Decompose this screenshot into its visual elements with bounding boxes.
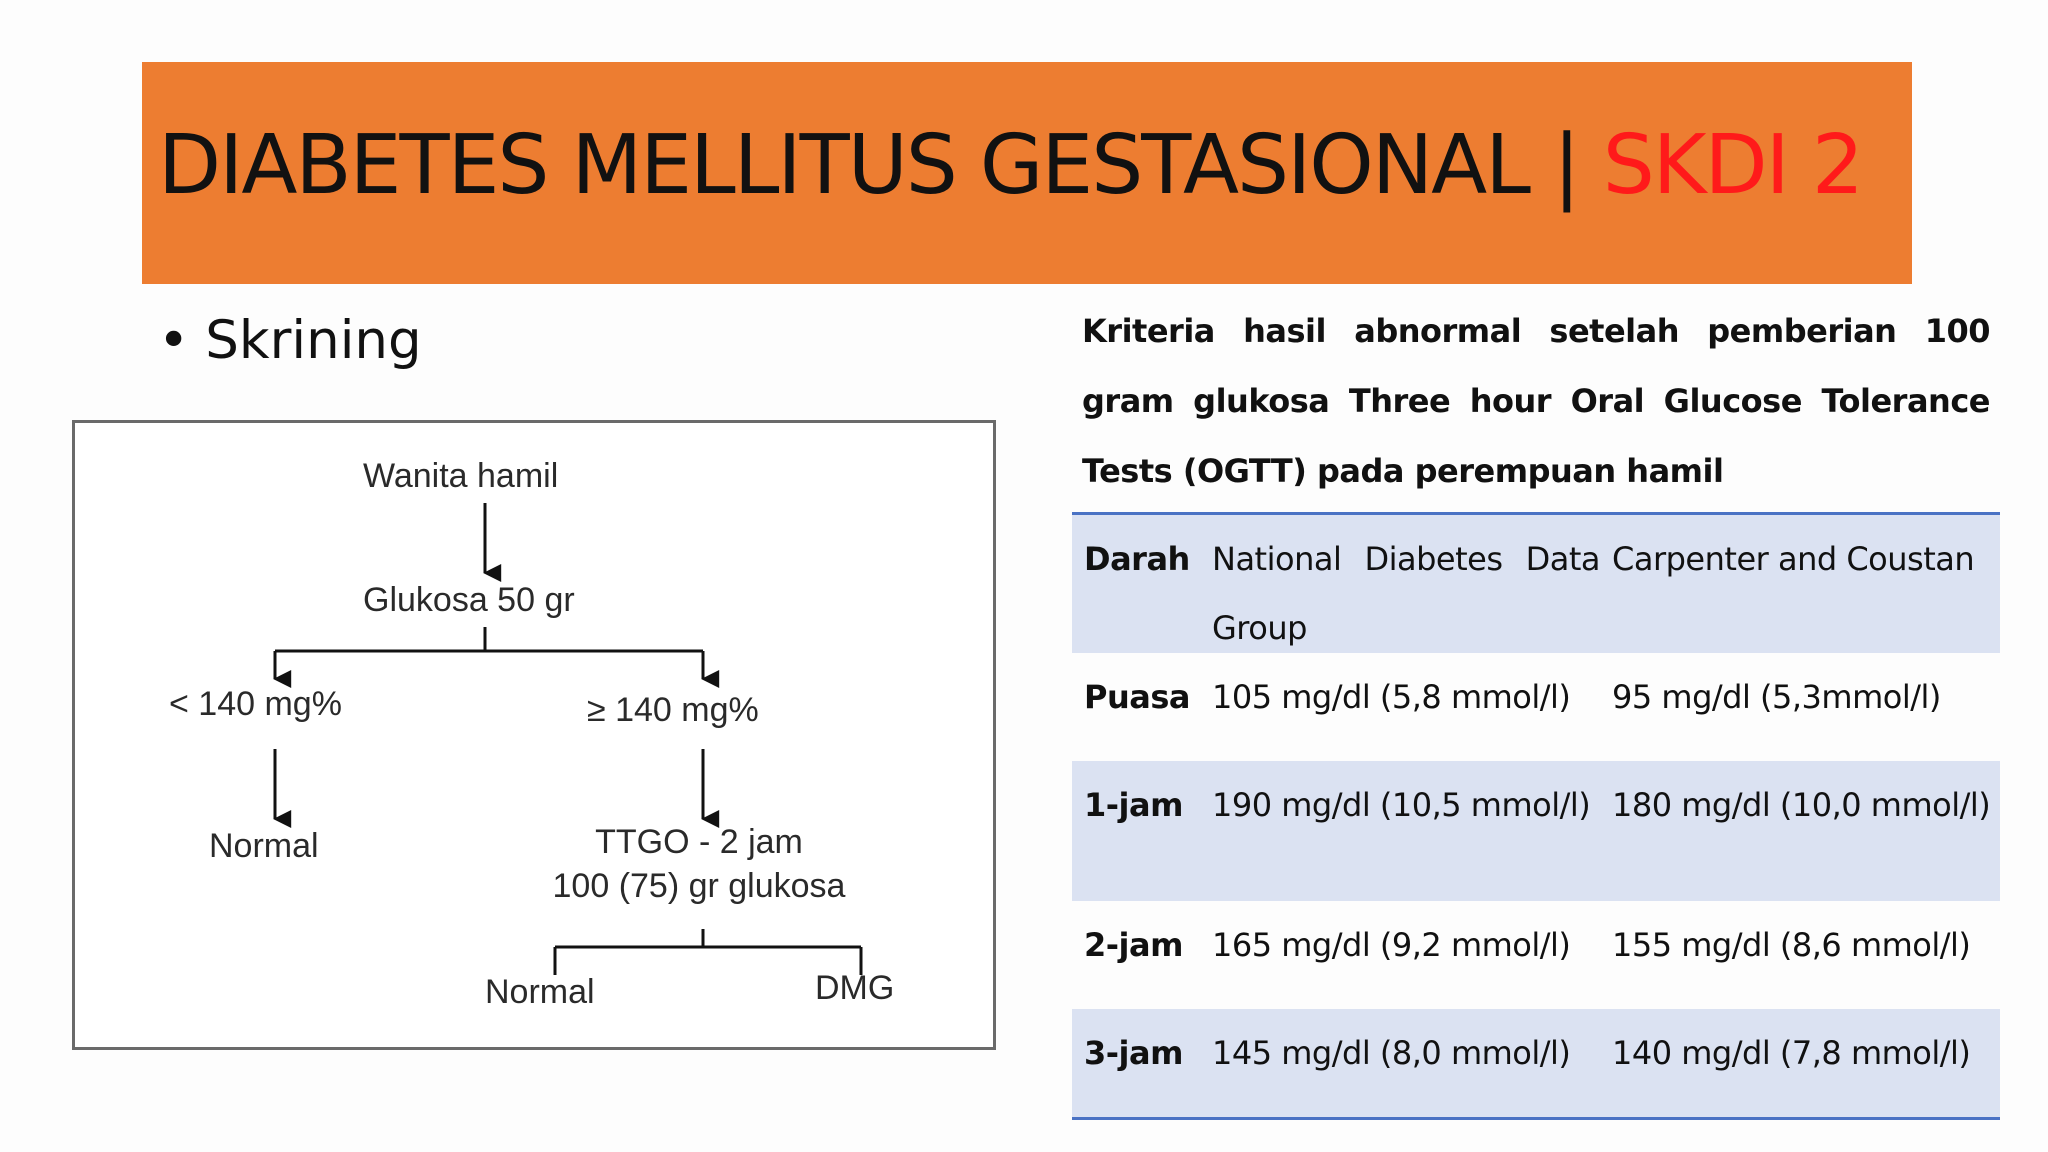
row-label: 1-jam <box>1084 786 1183 824</box>
node-above-140: ≥ 140 mg% <box>587 691 759 729</box>
header-carpenter-coustan: Carpenter and Coustan <box>1612 540 1975 578</box>
table-row <box>1072 761 2000 901</box>
ogtt-criteria-table <box>1072 512 2000 1120</box>
node-below-140: < 140 mg% <box>169 685 342 723</box>
flowchart-connectors <box>75 423 999 1053</box>
bullet-text: Skrining <box>205 310 422 371</box>
table-row <box>1072 653 2000 761</box>
table-header-row <box>1072 515 2000 653</box>
row-cc-value: 155 mg/dl (8,6 mmol/l) <box>1612 926 1971 964</box>
node-normal-low: Normal <box>209 827 319 865</box>
row-cc-value: 140 mg/dl (7,8 mmol/l) <box>1612 1034 1971 1072</box>
criteria-text: Kriteria hasil abnormal setelah pemberian 100 gram glukosa Three hour Oral Glucose Tolerance Tests (OGTT) pada perempuan hamil <box>1082 312 1990 490</box>
node-ttgo-line2: 100 (75) gr glukosa <box>552 867 846 905</box>
node-normal-test: Normal <box>485 973 595 1011</box>
header-darah: Darah <box>1084 540 1190 578</box>
slide-title <box>158 118 1862 213</box>
header-nddg: National Diabetes Data Group <box>1212 540 1600 647</box>
row-nddg-value: 105 mg/dl (5,8 mmol/l) <box>1212 678 1571 716</box>
row-label: 3-jam <box>1084 1034 1183 1072</box>
row-label: Puasa <box>1084 678 1190 716</box>
row-nddg-value: 145 mg/dl (8,0 mmol/l) <box>1212 1034 1571 1072</box>
table-row <box>1072 1009 2000 1117</box>
title-accent: SKDI 2 <box>1602 118 1863 213</box>
bullet-dot: • <box>158 310 190 371</box>
row-cc-value: 95 mg/dl (5,3mmol/l) <box>1612 678 1941 716</box>
node-glukosa: Glukosa 50 gr <box>363 581 575 619</box>
node-wanita-hamil: Wanita hamil <box>363 457 559 495</box>
row-cc-value: 180 mg/dl (10,0 mmol/l) <box>1612 786 1991 824</box>
row-nddg-value: 190 mg/dl (10,5 mmol/l) <box>1212 786 1591 824</box>
bullet-skrining <box>158 310 422 371</box>
row-label: 2-jam <box>1084 926 1183 964</box>
flowchart <box>72 420 996 1050</box>
row-nddg-value: 165 mg/dl (9,2 mmol/l) <box>1212 926 1571 964</box>
title-main: DIABETES MELLITUS GESTASIONAL | <box>158 118 1603 213</box>
table-row <box>1072 901 2000 1009</box>
node-ttgo-line1: TTGO - 2 jam <box>595 823 803 861</box>
node-dmg: DMG <box>815 969 895 1007</box>
